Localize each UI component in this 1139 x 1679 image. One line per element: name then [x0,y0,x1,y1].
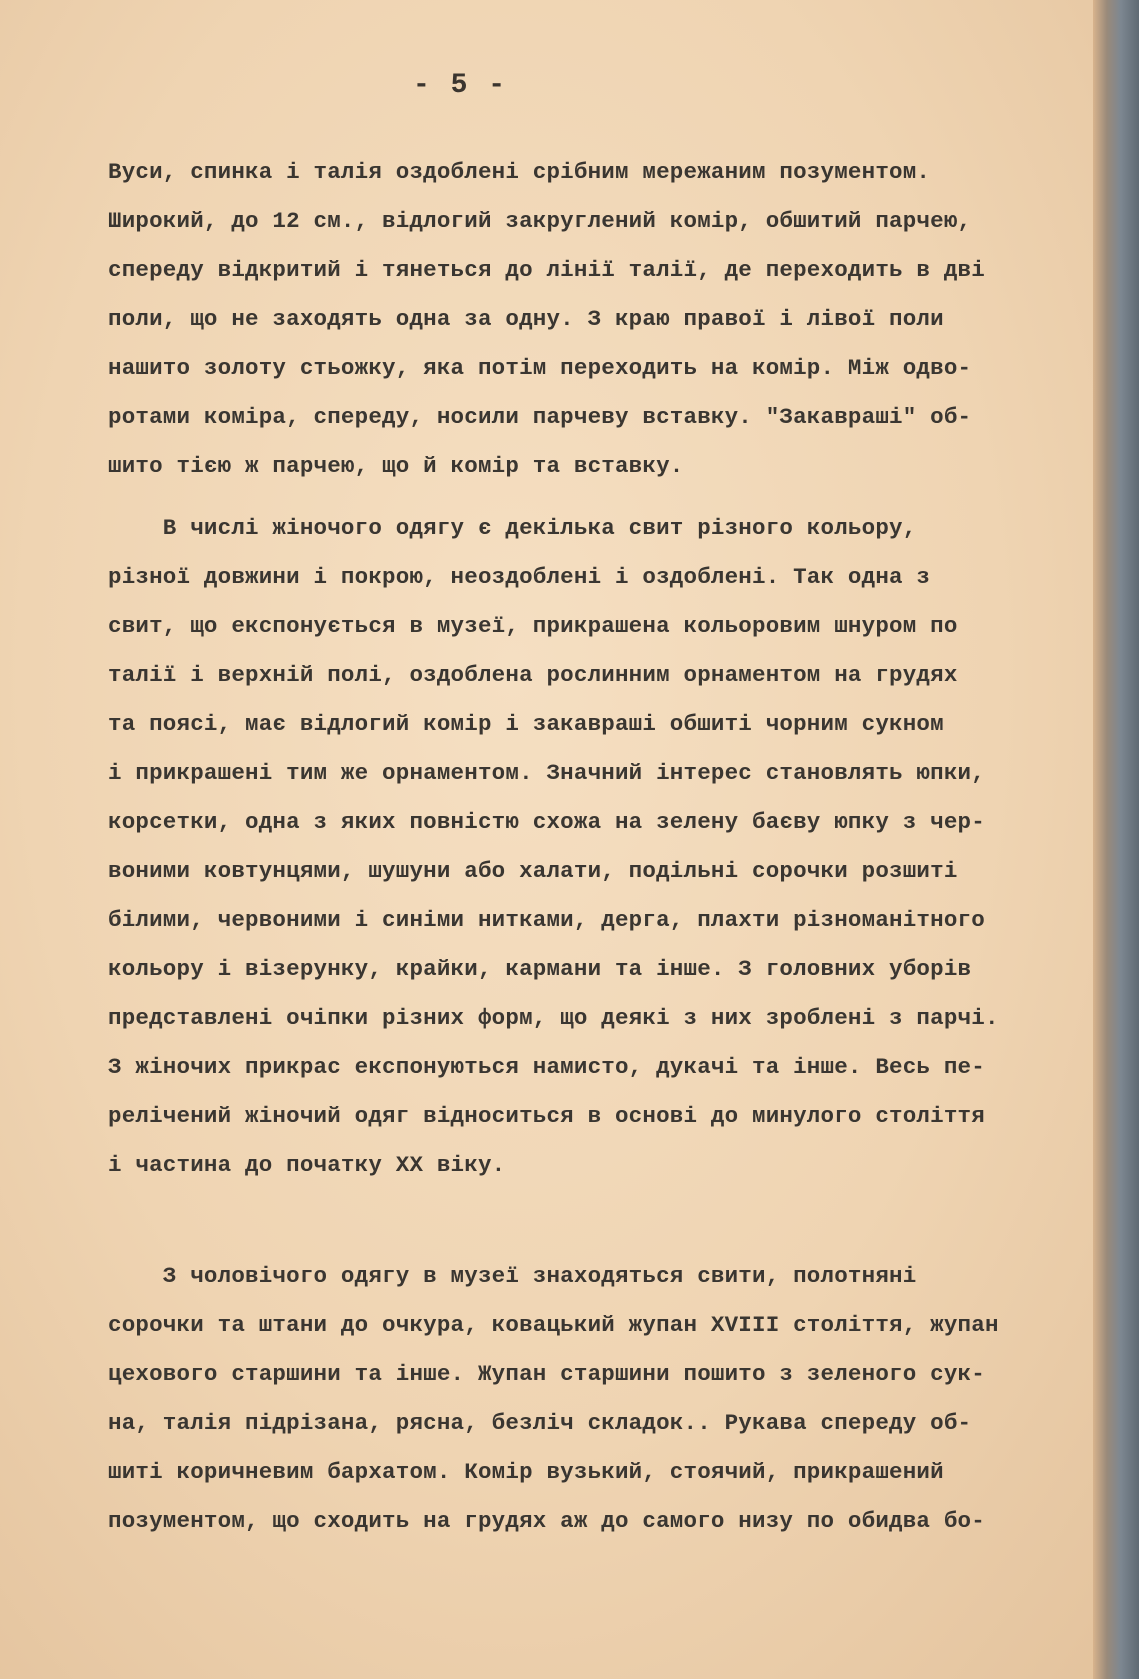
paragraph [108,1252,1068,1546]
text-line: релічений жіночий одяг відноситься в основі до минулого століття [108,1103,985,1129]
text-line: Широкий, до 12 см., відлогий закруглений комір, обшитий парчею, [108,208,972,234]
text-line: білими, червоними і синіми нитками, дерга, плахти різноманітного [108,907,985,933]
text-line [108,1190,1068,1239]
page-number: - 5 - [412,70,507,101]
paragraph-gap [108,491,1068,504]
text-line: З чоловічого одягу в музеї знаходяться свити, полотняні [108,1263,917,1289]
text-line: кольору і візерунку, крайки, кармани та інше. З головних уборів [108,956,972,982]
text-line: Вуси, спинка і талія оздоблені срібним мережаним позументом. [108,159,931,185]
text-line: на, талія підрізана, рясна, безліч складок.. Рукава спереду об- [108,1410,972,1436]
text-line: воними ковтунцями, шушуни або халати, подільні сорочки розшиті [108,858,958,884]
text-line: талії і верхній полі, оздоблена рослинним орнаментом на грудях [108,662,958,688]
paragraph [108,504,1068,1239]
typed-text-body [108,148,1068,1546]
paragraph [108,148,1068,491]
text-line: корсетки, одна з яких повністю схожа на зелену баєву юпку з чер- [108,809,985,835]
text-line: та поясі, має відлогий комір і закавраші обшиті чорним сукном [108,711,944,737]
text-line: В числі жіночого одягу є декілька свит різного кольору, [108,515,917,541]
text-line: шито тією ж парчею, що й комір та вставку. [108,453,684,479]
paragraph-gap [108,1239,1068,1252]
text-line: цехового старшини та інше. Жупан старшини пошито з зеленого сук- [108,1361,985,1387]
text-line: нашито золоту стьожку, яка потім переходить на комір. Між одво- [108,355,972,381]
page-edge-shadow [1093,0,1139,1679]
text-line: свит, що експонується в музеї, прикрашена кольоровим шнуром по [108,613,958,639]
text-line: представлені очіпки різних форм, що деякі з них зроблені з парчі. [108,1005,999,1031]
text-line: позументом, що сходить на грудях аж до самого низу по обидва бо- [108,1508,985,1534]
text-line: спереду відкритий і тянеться до лінії талії, де переходить в дві [108,257,985,283]
text-line: різної довжини і покрою, неоздоблені і оздоблені. Так одна з [108,564,931,590]
text-line: шиті коричневим бархатом. Комір вузький, стоячий, прикрашений [108,1459,944,1485]
text-line: поли, що не заходять одна за одну. З краю правої і лівої поли [108,306,944,332]
text-line: і прикрашені тим же орнаментом. Значний інтерес становлять юпки, [108,760,985,786]
text-line: сорочки та штани до очкура, ковацький жупан XVIII століття, жупан [108,1312,999,1338]
text-line: З жіночих прикрас експонуються намисто, дукачі та інше. Весь пе- [108,1054,985,1080]
text-line: і частина до початку XX віку. [108,1152,506,1178]
text-line: ротами коміра, спереду, носили парчеву вставку. "Закавраші" об- [108,404,972,430]
